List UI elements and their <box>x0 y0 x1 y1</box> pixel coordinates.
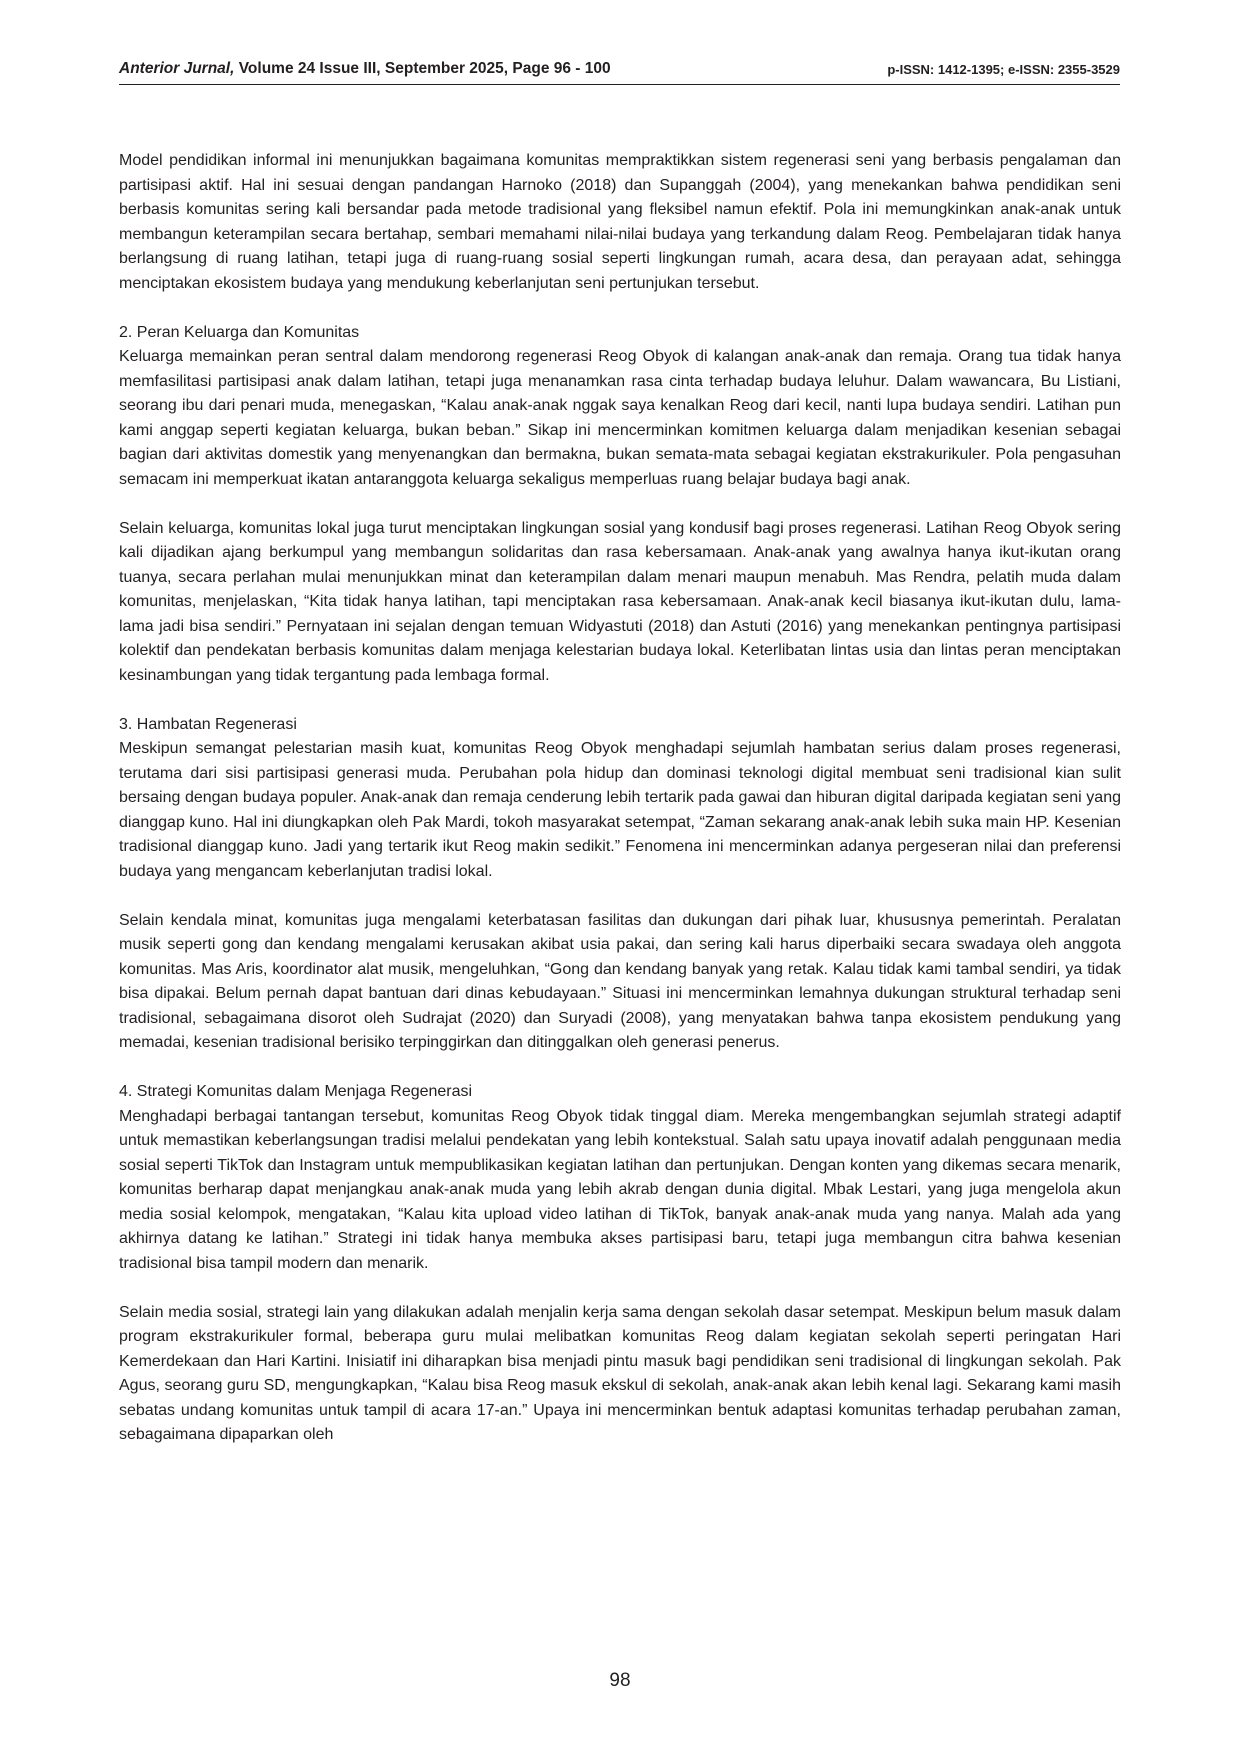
section-heading-4: 4. Strategi Komunitas dalam Menjaga Regenerasi <box>119 1083 473 1100</box>
page-number: 98 <box>609 1670 631 1691</box>
body-paragraph: Keluarga memainkan peran sentral dalam mendorong regenerasi Reog Obyok di kalangan anak-anak dan remaja. Orang tua tidak hanya memfasilitasi partisipasi anak dalam latihan, tetapi juga menanamkan rasa cinta terhadap budaya leluhur. Dalam wawancara, Bu Listiani, seorang ibu dari penari muda, menegaskan, “Kalau anak-anak nggak saya kenalkan Reog dari kecil, nanti lupa budaya sendiri. Latihan pun kami anggap seperti kegiatan keluarga, bukan beban.” Sikap ini mencerminkan komitmen keluarga dalam menjadikan kesenian sebagai bagian dari aktivitas domestik yang menyenangkan dan bermakna, bukan semata-mata sebagai kegiatan ekstrakurikuler. Pola pengasuhan semacam ini memperkuat ikatan antaranggota keluarga sekaligus memperluas ruang belajar budaya bagi anak. <box>119 348 1121 488</box>
body-paragraph: Menghadapi berbagai tantangan tersebut, komunitas Reog Obyok tidak tinggal diam. Mereka mengembangkan sejumlah strategi adaptif untuk memastikan keberlangsungan tradisi melalui pendekatan yang lebih kontekstual. Salah satu upaya inovatif adalah penggunaan media sosial seperti TikTok dan Instagram untuk mempublikasikan kegiatan latihan dan pertunjukan. Dengan konten yang dikemas secara menarik, komunitas berharap dapat menjangkau anak-anak muda yang lebih akrab dengan dunia digital. Mbak Lestari, yang juga mengelola akun media sosial kelompok, mengatakan, “Kalau kita upload video latihan di TikTok, banyak anak-anak muda yang nanya. Malah ada yang akhirnya datang ke latihan.” Strategi ini tidak hanya membuka akses partisipasi baru, tetapi juga membangun citra bahwa kesenian tradisional bisa tampil modern dan menarik. <box>119 1107 1121 1272</box>
body-paragraph: Selain keluarga, komunitas lokal juga turut menciptakan lingkungan sosial yang kondusif bagi proses regenerasi. Latihan Reog Obyok sering kali dijadikan ajang berkumpul yang membangun solidaritas dan rasa kebersamaan. Anak-anak yang awalnya hanya ikut-ikutan orang tuanya, secara perlahan mulai menunjukkan minat dan keterampilan dalam menari maupun menabuh. Mas Rendra, pelatih muda dalam komunitas, menjelaskan, “Kita tidak hanya latihan, tapi menciptakan rasa kebersamaan. Anak-anak kecil biasanya ikut-ikutan dulu, lama-lama jadi bisa sendiri.” Pernyataan ini sejalan dengan temuan Widyastuti (2018) dan Astuti (2016) yang menekankan pentingnya partisipasi kolektif dan pendekatan berbasis komunitas dalam menjaga kelestarian budaya lokal. Keterlibatan lintas usia dan lintas peran menciptakan kesinambungan yang tidak tergantung pada lembaga formal. <box>119 519 1121 684</box>
section-heading-3: 3. Hambatan Regenerasi <box>119 715 297 733</box>
article-body <box>119 149 1121 1448</box>
body-paragraph: Selain kendala minat, komunitas juga mengalami keterbatasan fasilitas dan dukungan dari pihak luar, khususnya pemerintah. Peralatan musik seperti gong dan kendang mengalami kerusakan akibat usia pakai, dan sering kali harus diperbaiki secara swadaya oleh anggota komunitas. Mas Aris, koordinator alat musik, mengeluhkan, “Gong dan kendang banyak yang retak. Kalau tidak kami tambal sendiri, ya tidak bisa dipakai. Belum pernah dapat bantuan dari dinas kebudayaan.” Situasi ini mencerminkan lemahnya dukungan struktural terhadap seni tradisional, sebagaimana disorot oleh Sudrajat (2020) dan Suryadi (2008), yang menyatakan bahwa tanpa ekosistem pendukung yang memadai, kesenian tradisional berisiko terpinggirkan dan ditinggalkan oleh generasi penerus. <box>119 911 1121 1051</box>
body-paragraph: Selain media sosial, strategi lain yang dilakukan adalah menjalin kerja sama dengan sekolah dasar setempat. Meskipun belum masuk dalam program ekstrakurikuler formal, beberapa guru mulai melibatkan komunitas Reog dalam kegiatan sekolah seperti peringatan Hari Kemerdekaan dan Hari Kartini. Inisiatif ini diharapkan bisa menjadi pintu masuk bagi pendidikan seni tradisional di lingkungan sekolah. Pak Agus, seorang guru SD, mengungkapkan, “Kalau bisa Reog masuk ekskul di sekolah, anak-anak akan lebih kenal lagi. Sekarang kami masih sebatas undang komunitas untuk tampil di acara 17-an.” Upaya ini mencerminkan bentuk adaptasi komunitas terhadap perubahan zaman, sebagaimana dipaparkan oleh <box>119 1303 1121 1443</box>
running-header <box>119 58 1120 85</box>
issn-info: p-ISSN: 1412-1395; e-ISSN: 2355-3529 <box>887 62 1120 77</box>
section-heading-2: 2. Peran Keluarga dan Komunitas <box>119 323 360 341</box>
journal-name: Anterior Jurnal, <box>119 60 235 77</box>
journal-citation <box>119 60 611 78</box>
body-paragraph: Meskipun semangat pelestarian masih kuat, komunitas Reog Obyok menghadapi sejumlah hambatan serius dalam proses regenerasi, terutama dari sisi partisipasi generasi muda. Perubahan pola hidup dan dominasi teknologi digital membuat seni tradisional kian sulit bersaing dengan budaya populer. Anak-anak dan remaja cenderung lebih tertarik pada gawai dan hiburan digital daripada kegiatan seni yang dianggap kuno. Hal ini diungkapkan oleh Pak Mardi, tokoh masyarakat setempat, “Zaman sekarang anak-anak lebih suka main HP. Kesenian tradisional dianggap kuno. Jadi yang tertarik ikut Reog makin sedikit.” Fenomena ini mencerminkan adanya pergeseran nilai dan preferensi budaya yang mengancam keberlanjutan tradisi lokal. <box>119 740 1121 880</box>
journal-volume-info: Volume 24 Issue III, September 2025, Page 96 - 100 <box>234 60 611 77</box>
body-paragraph: Model pendidikan informal ini menunjukkan bagaimana komunitas mempraktikkan sistem regenerasi seni yang berbasis pengalaman dan partisipasi aktif. Hal ini sesuai dengan pandangan Harnoko (2018) dan Supanggah (2004), yang menekankan bahwa pendidikan seni berbasis komunitas sering kali bersandar pada metode tradisional yang fleksibel namun efektif. Pola ini memungkinkan anak-anak untuk membangun keterampilan secara bertahap, sembari memahami nilai-nilai budaya yang terkandung dalam Reog. Pembelajaran tidak hanya berlangsung di ruang latihan, tetapi juga di ruang-ruang sosial seperti lingkungan rumah, acara desa, dan perayaan adat, sehingga menciptakan ekosistem budaya yang mendukung keberlanjutan seni pertunjukan tersebut. <box>119 152 1121 292</box>
